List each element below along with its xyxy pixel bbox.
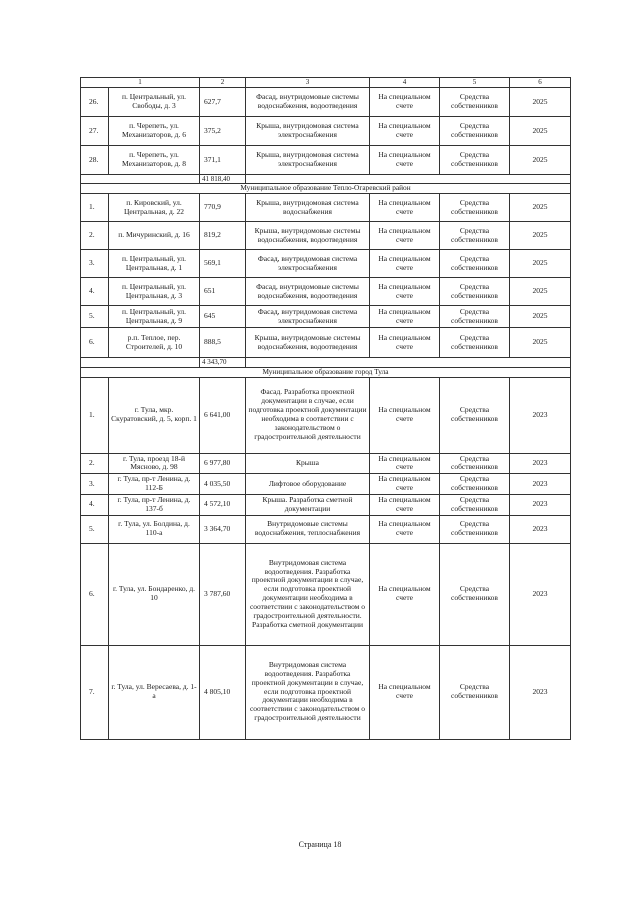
year-cell: 2025 bbox=[510, 250, 571, 278]
account-cell: На специальном счете bbox=[370, 377, 440, 453]
row-number: 2. bbox=[81, 222, 109, 250]
row-number: 27. bbox=[81, 117, 109, 146]
works-cell: Фасад, внутридомовые системы водоснабжения, водоотведения bbox=[246, 88, 370, 117]
section-heading-row bbox=[81, 184, 571, 194]
account-cell: На специальном счете bbox=[370, 250, 440, 278]
funding-source-cell: Средства собственников bbox=[440, 453, 510, 474]
area-cell: 6 977,80 bbox=[200, 453, 246, 474]
subtotal-blank bbox=[246, 175, 571, 184]
address-cell: п. Центральный, ул. Центральная, д. 3 bbox=[109, 278, 200, 306]
funding-source-cell: Средства собственников bbox=[440, 117, 510, 146]
area-cell: 645 bbox=[200, 306, 246, 328]
row-number: 5. bbox=[81, 515, 109, 543]
works-cell: Крыша, внутридомовые системы водоснабжения, водоотведения bbox=[246, 328, 370, 358]
works-cell: Внутридомовая система водоотведения. Разработка проектной документации в случае, если подготовка проектной документации необходима в соответствии с законодательством о градостроительной деятельности. Разработка сметной документации bbox=[246, 543, 370, 645]
works-cell: Фасад, внутридомовая система электроснабжения bbox=[246, 306, 370, 328]
column-number-4: 4 bbox=[370, 78, 440, 88]
area-cell: 4 035,50 bbox=[200, 474, 246, 495]
address-cell: г. Тула, ул. Вересаева, д. 1-а bbox=[109, 645, 200, 739]
table-row bbox=[81, 328, 571, 358]
account-cell: На специальном счете bbox=[370, 543, 440, 645]
area-cell: 371,1 bbox=[200, 146, 246, 175]
works-cell: Лифтовое оборудование bbox=[246, 474, 370, 495]
area-cell: 627,7 bbox=[200, 88, 246, 117]
address-cell: г. Тула, ул. Болдина, д. 110-а bbox=[109, 515, 200, 543]
column-number-2: 2 bbox=[200, 78, 246, 88]
funding-source-cell: Средства собственников bbox=[440, 88, 510, 117]
year-cell: 2023 bbox=[510, 645, 571, 739]
area-cell: 3 364,70 bbox=[200, 515, 246, 543]
row-number: 3. bbox=[81, 250, 109, 278]
address-cell: п. Центральный, ул. Центральная, д. 9 bbox=[109, 306, 200, 328]
account-cell: На специальном счете bbox=[370, 328, 440, 358]
table-row bbox=[81, 306, 571, 328]
column-number-1: 1 bbox=[81, 78, 200, 88]
table-row bbox=[81, 543, 571, 645]
address-cell: п. Центральный, ул. Свободы, д. 3 bbox=[109, 88, 200, 117]
year-cell: 2023 bbox=[510, 494, 571, 515]
subtotal-row bbox=[81, 358, 571, 367]
area-cell: 375,2 bbox=[200, 117, 246, 146]
funding-source-cell: Средства собственников bbox=[440, 515, 510, 543]
address-cell: г. Тула, проезд 18-й Мясново, д. 98 bbox=[109, 453, 200, 474]
funding-source-cell: Средства собственников bbox=[440, 194, 510, 222]
area-cell: 6 641,00 bbox=[200, 377, 246, 453]
year-cell: 2025 bbox=[510, 306, 571, 328]
row-number: 28. bbox=[81, 146, 109, 175]
area-cell: 770,9 bbox=[200, 194, 246, 222]
address-cell: г. Тула, пр-т Ленина, д. 137-б bbox=[109, 494, 200, 515]
column-number-3: 3 bbox=[246, 78, 370, 88]
subtotal-row bbox=[81, 175, 571, 184]
address-cell: п. Черепеть, ул. Механизаторов, д. 8 bbox=[109, 146, 200, 175]
address-cell: г. Тула, ул. Бондаренко, д. 10 bbox=[109, 543, 200, 645]
works-cell: Фасад, внутридомовая система электроснабжения bbox=[246, 250, 370, 278]
account-cell: На специальном счете bbox=[370, 146, 440, 175]
area-cell: 651 bbox=[200, 278, 246, 306]
page-number: Страница 18 bbox=[298, 840, 342, 849]
area-cell: 3 787,60 bbox=[200, 543, 246, 645]
row-number: 6. bbox=[81, 328, 109, 358]
works-cell: Крыша, внутридомовые системы водоснабжения, водоотведения bbox=[246, 222, 370, 250]
column-number-5: 5 bbox=[440, 78, 510, 88]
address-cell: п. Центральный, ул. Центральная, д. 1 bbox=[109, 250, 200, 278]
table-row bbox=[81, 377, 571, 453]
funding-source-cell: Средства собственников bbox=[440, 278, 510, 306]
subtotal-blank bbox=[246, 358, 571, 367]
account-cell: На специальном счете bbox=[370, 515, 440, 543]
works-cell: Крыша. Разработка сметной документации bbox=[246, 494, 370, 515]
account-cell: На специальном счете bbox=[370, 117, 440, 146]
year-cell: 2025 bbox=[510, 278, 571, 306]
account-cell: На специальном счете bbox=[370, 306, 440, 328]
row-number: 1. bbox=[81, 377, 109, 453]
table-row bbox=[81, 515, 571, 543]
year-cell: 2025 bbox=[510, 88, 571, 117]
year-cell: 2023 bbox=[510, 515, 571, 543]
account-cell: На специальном счете bbox=[370, 474, 440, 495]
row-number: 3. bbox=[81, 474, 109, 495]
works-cell: Крыша, внутридомовая система водоснабжения bbox=[246, 194, 370, 222]
municipality-heading: Муниципальное образование город Тула bbox=[81, 367, 571, 377]
works-cell: Крыша, внутридомовая система электроснабжения bbox=[246, 117, 370, 146]
address-cell: п. Кировский, ул. Центральная, д. 22 bbox=[109, 194, 200, 222]
works-cell: Крыша, внутридомовая система электроснабжения bbox=[246, 146, 370, 175]
subtotal-blank bbox=[81, 175, 200, 184]
works-cell: Фасад, внутридомовые системы водоснабжения, водоотведения bbox=[246, 278, 370, 306]
year-cell: 2023 bbox=[510, 474, 571, 495]
address-cell: п. Мичуринский, д. 16 bbox=[109, 222, 200, 250]
year-cell: 2025 bbox=[510, 117, 571, 146]
subtotal-blank bbox=[81, 358, 200, 367]
table-row bbox=[81, 474, 571, 495]
table-row bbox=[81, 494, 571, 515]
works-cell: Внутридомовые системы водоснабжения, теплоснабжения bbox=[246, 515, 370, 543]
area-cell: 4 572,10 bbox=[200, 494, 246, 515]
funding-source-cell: Средства собственников bbox=[440, 306, 510, 328]
year-cell: 2025 bbox=[510, 194, 571, 222]
year-cell: 2023 bbox=[510, 453, 571, 474]
funding-source-cell: Средства собственников bbox=[440, 494, 510, 515]
table-row bbox=[81, 88, 571, 117]
table-row bbox=[81, 194, 571, 222]
row-number: 1. bbox=[81, 194, 109, 222]
section-heading-row bbox=[81, 367, 571, 377]
table-row bbox=[81, 645, 571, 739]
municipality-heading: Муниципальное образование Тепло-Огаревский район bbox=[81, 184, 571, 194]
account-cell: На специальном счете bbox=[370, 88, 440, 117]
account-cell: На специальном счете bbox=[370, 194, 440, 222]
table-row bbox=[81, 250, 571, 278]
funding-source-cell: Средства собственников bbox=[440, 645, 510, 739]
table-row bbox=[81, 117, 571, 146]
area-cell: 888,5 bbox=[200, 328, 246, 358]
column-number-6: 6 bbox=[510, 78, 571, 88]
address-cell: г. Тула, пр-т Ленина, д. 112-Б bbox=[109, 474, 200, 495]
year-cell: 2023 bbox=[510, 377, 571, 453]
account-cell: На специальном счете bbox=[370, 278, 440, 306]
table-row bbox=[81, 453, 571, 474]
year-cell: 2023 bbox=[510, 543, 571, 645]
funding-source-cell: Средства собственников bbox=[440, 543, 510, 645]
year-cell: 2025 bbox=[510, 222, 571, 250]
address-cell: г. Тула, мкр. Скуратовский, д. 5, корп. 1 bbox=[109, 377, 200, 453]
table-row bbox=[81, 278, 571, 306]
row-number: 6. bbox=[81, 543, 109, 645]
works-cell: Внутридомовая система водоотведения. Разработка проектной документации в случае, если подготовка проектной документации необходима в соответствии с законодательством о градостроительной деятельности bbox=[246, 645, 370, 739]
row-number: 7. bbox=[81, 645, 109, 739]
subtotal-area: 4 343,70 bbox=[200, 358, 246, 367]
row-number: 5. bbox=[81, 306, 109, 328]
table-row bbox=[81, 222, 571, 250]
funding-source-cell: Средства собственников bbox=[440, 250, 510, 278]
column-number-row bbox=[81, 78, 571, 88]
row-number: 26. bbox=[81, 88, 109, 117]
account-cell: На специальном счете bbox=[370, 222, 440, 250]
row-number: 4. bbox=[81, 494, 109, 515]
table-body bbox=[81, 78, 571, 740]
funding-source-cell: Средства собственников bbox=[440, 146, 510, 175]
funding-source-cell: Средства собственников bbox=[440, 328, 510, 358]
year-cell: 2025 bbox=[510, 328, 571, 358]
account-cell: На специальном счете bbox=[370, 645, 440, 739]
area-cell: 819,2 bbox=[200, 222, 246, 250]
area-cell: 569,1 bbox=[200, 250, 246, 278]
table-row bbox=[81, 146, 571, 175]
subtotal-area: 41 818,40 bbox=[200, 175, 246, 184]
address-cell: п. Черепеть, ул. Механизаторов, д. 6 bbox=[109, 117, 200, 146]
repair-program-table bbox=[80, 77, 571, 740]
address-cell: р.п. Теплое, пер. Строителей, д. 10 bbox=[109, 328, 200, 358]
funding-source-cell: Средства собственников bbox=[440, 222, 510, 250]
account-cell: На специальном счете bbox=[370, 453, 440, 474]
year-cell: 2025 bbox=[510, 146, 571, 175]
row-number: 4. bbox=[81, 278, 109, 306]
works-cell: Крыша bbox=[246, 453, 370, 474]
funding-source-cell: Средства собственников bbox=[440, 474, 510, 495]
account-cell: На специальном счете bbox=[370, 494, 440, 515]
funding-source-cell: Средства собственников bbox=[440, 377, 510, 453]
works-cell: Фасад. Разработка проектной документации в случае, если подготовка проектной документации необходима в соответствии с законодательством о градостроительной деятельности bbox=[246, 377, 370, 453]
area-cell: 4 805,10 bbox=[200, 645, 246, 739]
row-number: 2. bbox=[81, 453, 109, 474]
